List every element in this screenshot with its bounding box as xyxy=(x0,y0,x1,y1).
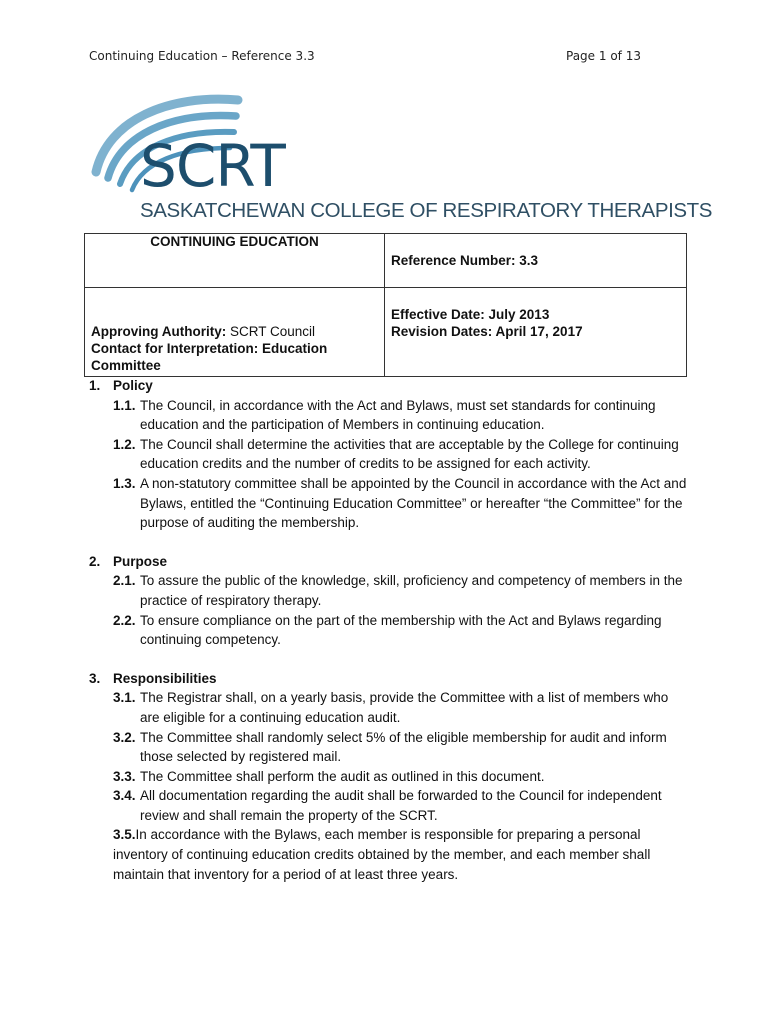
policy-title: CONTINUING EDUCATION xyxy=(85,234,385,288)
section-responsibilities xyxy=(89,669,689,885)
approving-value: SCRT Council xyxy=(226,324,316,339)
reference-number: Reference Number: 3.3 xyxy=(385,234,687,288)
list-item xyxy=(89,611,689,650)
item-text: In accordance with the Bylaws, each member is responsible for preparing a personal inventory of continuing education credits obtained by the member, and each member shall maintain that inventory for a period of at least three years. xyxy=(113,827,651,882)
list-item xyxy=(89,571,689,610)
list-item xyxy=(89,728,689,767)
item-number: 1.3. xyxy=(113,475,136,491)
effective-date: Effective Date: July 2013 xyxy=(391,307,550,322)
item-number: 3.5. xyxy=(113,827,136,843)
section-policy xyxy=(89,376,689,533)
approving-label: Approving Authority: xyxy=(91,324,227,339)
header-left: Continuing Education – Reference 3.3 xyxy=(89,49,315,63)
item-number: 3.1. xyxy=(113,690,136,706)
item-number: 2.2. xyxy=(113,612,136,628)
item-text: The Council shall determine the activities that are acceptable by the College for continuing education credits and the number of credits to be assigned for each activity. xyxy=(140,436,679,472)
item-number: 1.1. xyxy=(113,397,136,413)
item-text: The Committee shall randomly select 5% of the eligible membership for audit and inform those selected by registered mail. xyxy=(140,729,667,765)
section-number: 2. xyxy=(89,553,101,569)
list-item xyxy=(89,435,689,474)
policy-info-table xyxy=(84,233,687,377)
item-text: To ensure compliance on the part of the membership with the Act and Bylaws regarding continuing competency. xyxy=(140,612,662,648)
list-item xyxy=(89,688,689,727)
section-purpose xyxy=(89,552,689,650)
section-number: 1. xyxy=(89,378,101,393)
revision-dates: Revision Dates: April 17, 2017 xyxy=(391,324,583,339)
list-item xyxy=(89,474,689,533)
item-number: 3.2. xyxy=(113,729,136,745)
section-title: Policy xyxy=(113,378,153,393)
document-body xyxy=(89,376,689,903)
contact-interpretation: Contact for Interpretation: Education Committee xyxy=(91,341,328,373)
authority-cell xyxy=(85,288,385,377)
item-text: The Committee shall perform the audit as outlined in this document. xyxy=(140,768,545,784)
item-number: 1.2. xyxy=(113,436,136,452)
section-heading xyxy=(89,552,689,572)
page-number: Page 1 of 13 xyxy=(566,49,641,63)
logo-organization-name: SASKATCHEWAN COLLEGE OF RESPIRATORY THERAPISTS xyxy=(140,199,713,222)
item-text: The Registrar shall, on a yearly basis, provide the Committee with a list of members who are eligible for a continuing education audit. xyxy=(140,690,669,725)
section-heading xyxy=(89,376,689,396)
item-text: A non-statutory committee shall be appointed by the Council in accordance with the Act and Bylaws, entitled the “Continuing Education Committee” or hereafter “the Committee” for the purpose of auditing the membership. xyxy=(140,475,687,531)
list-item xyxy=(89,396,689,435)
section-heading xyxy=(89,669,689,689)
section-title: Purpose xyxy=(113,553,168,569)
list-item xyxy=(89,786,689,825)
list-item xyxy=(113,825,689,884)
item-text: The Council, in accordance with the Act and Bylaws, must set standards for continuing education and the participation of Members in continuing education. xyxy=(140,397,656,433)
section-title: Responsibilities xyxy=(113,670,217,686)
dates-cell xyxy=(385,288,687,377)
item-number: 3.4. xyxy=(113,788,136,804)
list-item xyxy=(89,767,689,787)
item-number: 3.3. xyxy=(113,768,136,784)
item-text: To assure the public of the knowledge, skill, proficiency and competency of members in the practice of respiratory therapy. xyxy=(140,573,683,608)
item-number: 2.1. xyxy=(113,573,136,589)
item-text: All documentation regarding the audit shall be forwarded to the Council for independent review and shall remain the property of the SCRT. xyxy=(140,788,662,823)
section-number: 3. xyxy=(89,670,101,686)
logo-abbreviation: SCRT xyxy=(140,132,285,200)
approving-authority xyxy=(91,323,378,340)
